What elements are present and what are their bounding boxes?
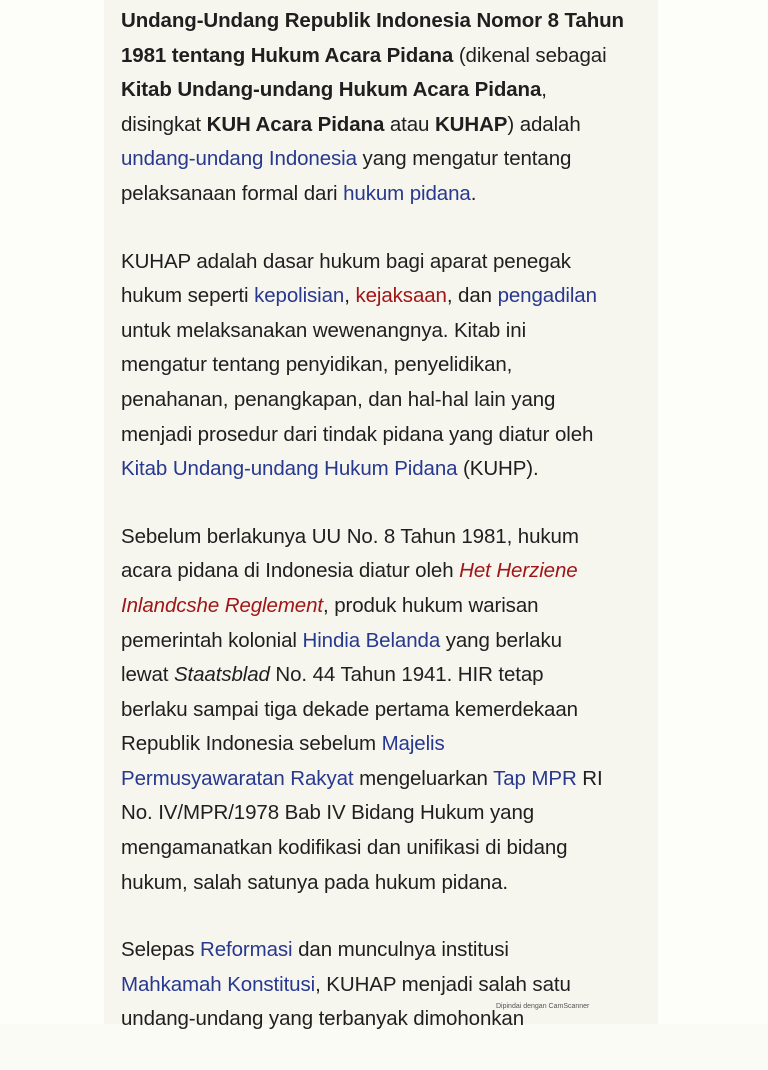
text-span: atau — [384, 112, 435, 136]
paragraph-intro — [121, 4, 651, 212]
body-line: mengatur tentang penyidikan, penyelidikan, — [121, 353, 513, 377]
text-span: (KUHP). — [457, 457, 539, 481]
link-inlandcshe-reglement[interactable]: Inlandcshe Reglement — [121, 593, 323, 617]
body-line — [121, 933, 651, 968]
intro-line: Undang-Undang Republik Indonesia Nomor 8 Tahun — [121, 9, 624, 32]
text-span: hukum seperti — [121, 284, 255, 308]
link-hukum-pidana[interactable]: hukum pidana — [343, 181, 471, 205]
paragraph-history — [121, 520, 651, 901]
body-line: Sebelum berlakunya UU No. 8 Tahun 1981, hukum — [121, 524, 579, 548]
text-span: dan munculnya institusi — [292, 938, 509, 962]
link-het-herziene[interactable]: Het Herziene — [459, 559, 578, 583]
link-kejaksaan[interactable]: kejaksaan — [355, 284, 447, 308]
text-span: , — [344, 284, 356, 308]
body-line — [121, 727, 651, 762]
paragraph-kuhap-basis — [121, 245, 651, 487]
text-span: Republik Indonesia sebelum — [121, 732, 382, 756]
body-line — [121, 624, 651, 659]
link-tap-mpr[interactable]: Tap MPR — [493, 766, 577, 790]
body-line — [121, 452, 651, 487]
text-span: RI — [576, 766, 603, 790]
text-span: acara pidana di Indonesia diatur oleh — [121, 559, 460, 583]
link-kepolisian[interactable]: kepolisian — [254, 284, 345, 308]
link-reformasi[interactable]: Reformasi — [199, 938, 293, 962]
text-span: yang berlaku — [440, 628, 562, 652]
body-line — [121, 762, 651, 797]
body-line — [121, 589, 651, 624]
scanner-watermark: Dipindai dengan CamScanner — [496, 1003, 590, 1010]
text-span: , KUHAP menjadi salah satu — [315, 972, 571, 996]
text-span: , dan — [446, 284, 498, 308]
link-undang-undang-indonesia[interactable]: undang-undang Indonesia — [121, 147, 357, 171]
text-span: lewat — [121, 663, 174, 687]
link-mahkamah-konstitusi[interactable]: Mahkamah Konstitusi — [121, 972, 316, 996]
text-span: mengeluarkan — [353, 766, 494, 790]
intro-line — [121, 177, 651, 212]
body-line — [121, 279, 651, 314]
scan-margin-left — [0, 0, 104, 1024]
body-line — [121, 658, 651, 693]
abbrev-text: KUHAP — [434, 112, 508, 136]
text-span: yang mengatur tentang — [356, 147, 572, 171]
body-line: No. IV/MPR/1978 Bab IV Bidang Hukum yang — [121, 801, 535, 825]
body-line: mengamanatkan kodifikasi dan unifikasi di bidang — [121, 836, 568, 860]
intro-line — [121, 142, 651, 177]
staatsblad-text: Staatsblad — [173, 663, 270, 687]
link-pengadilan[interactable]: pengadilan — [497, 284, 597, 308]
link-kitab-undang-undang-hukum-pidana[interactable]: Kitab Undang-undang Hukum Pidana — [121, 457, 458, 481]
text-span: pemerintah kolonial — [121, 628, 303, 652]
body-line: untuk melaksanakan wewenangnya. Kitab ini — [121, 318, 527, 342]
text-span: , — [541, 78, 547, 102]
body-line — [121, 968, 651, 1003]
text-span: disingkat — [121, 112, 207, 136]
text-span: , produk hukum warisan — [323, 593, 539, 617]
body-line: penahanan, penangkapan, dan hal-hal lain yang — [121, 387, 556, 411]
body-line — [121, 554, 651, 589]
body-line: berlaku sampai tiga dekade pertama kemerdekaan — [121, 697, 578, 721]
law-title-text: 1981 tentang Hukum Acara Pidana — [121, 43, 454, 67]
intro-line — [121, 108, 651, 143]
article-body — [121, 4, 651, 1070]
text-span: (dikenal sebagai — [453, 43, 607, 67]
text-span: ) adalah — [507, 112, 581, 136]
scan-margin-right — [658, 0, 768, 1024]
body-line: KUHAP adalah dasar hukum bagi aparat penegak — [121, 249, 571, 273]
text-span: . — [470, 181, 477, 205]
link-permusyawaratan-rakyat[interactable]: Permusyawaratan Rakyat — [121, 766, 354, 790]
text-span: Selepas — [121, 938, 200, 962]
text-span: pelaksanaan formal dari — [121, 181, 344, 205]
link-majelis[interactable]: Majelis — [381, 732, 445, 756]
abbrev-text: KUH Acara Pidana — [206, 112, 385, 136]
intro-line — [121, 39, 651, 74]
text-span: No. 44 Tahun 1941. HIR tetap — [269, 663, 544, 687]
body-line: hukum, salah satunya pada hukum pidana. — [121, 870, 509, 894]
paragraph-reformasi — [121, 933, 651, 1037]
intro-line — [121, 73, 651, 108]
kitab-title-text: Kitab Undang-undang Hukum Acara Pidana — [121, 78, 542, 102]
body-line: menjadi prosedur dari tindak pidana yang diatur oleh — [121, 422, 594, 446]
link-hindia-belanda[interactable]: Hindia Belanda — [302, 628, 441, 652]
body-line: undang-undang yang terbanyak dimohonkan — [121, 1007, 524, 1031]
